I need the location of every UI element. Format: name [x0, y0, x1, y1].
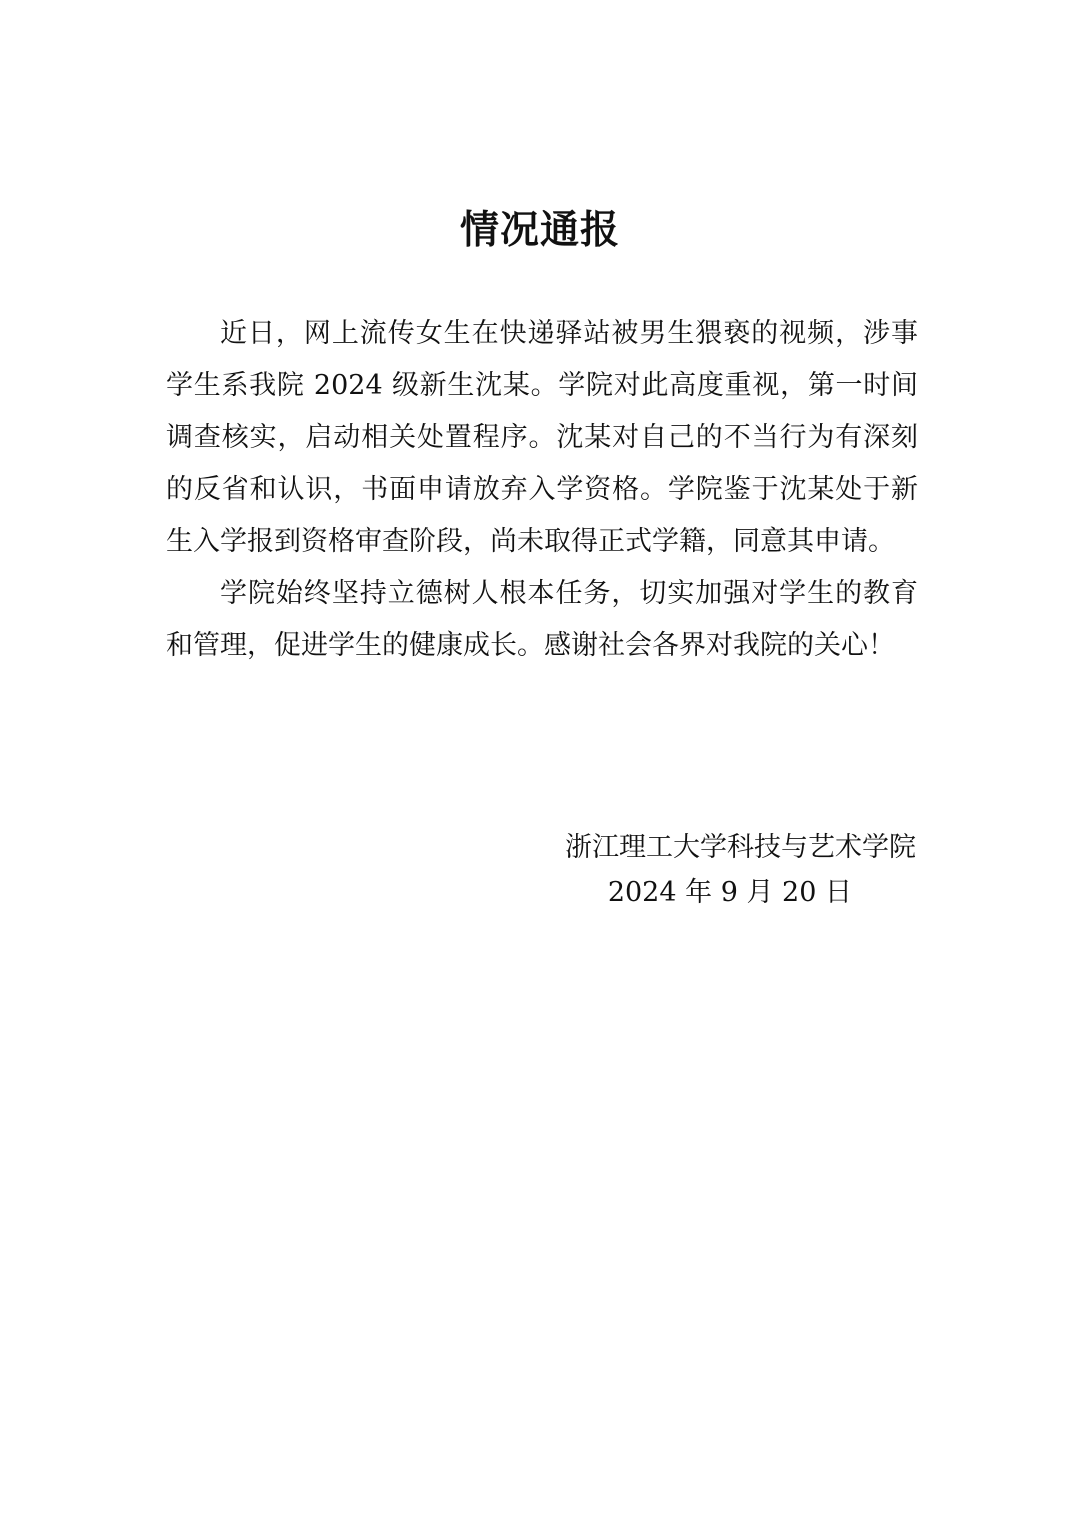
issue-date: 2024 年 9 月 20 日	[607, 877, 852, 908]
paragraph-2: 学院始终坚持立德树人根本任务，切实加强对学生的教育和管理，促进学生的健康成长。感谢社会各界对我院的关心！	[166, 578, 918, 661]
issuer-signature: 浙江理工大学科技与艺术学院	[565, 832, 916, 863]
paragraph-1: 近日，网上流传女生在快递驿站被男生猥亵的视频，涉事学生系我院 2024 级新生沈某。学院对此高度重视，第一时间调查核实，启动相关处置程序。沈某对自己的不当行为有深刻的反省和认识，书面申请放弃入学资格。学院鉴于沈某处于新生入学报到资格审查阶段，尚未取得正式学籍，同意其申请。	[166, 318, 918, 557]
document-body	[166, 308, 918, 672]
document-title: 情况通报	[459, 207, 620, 253]
